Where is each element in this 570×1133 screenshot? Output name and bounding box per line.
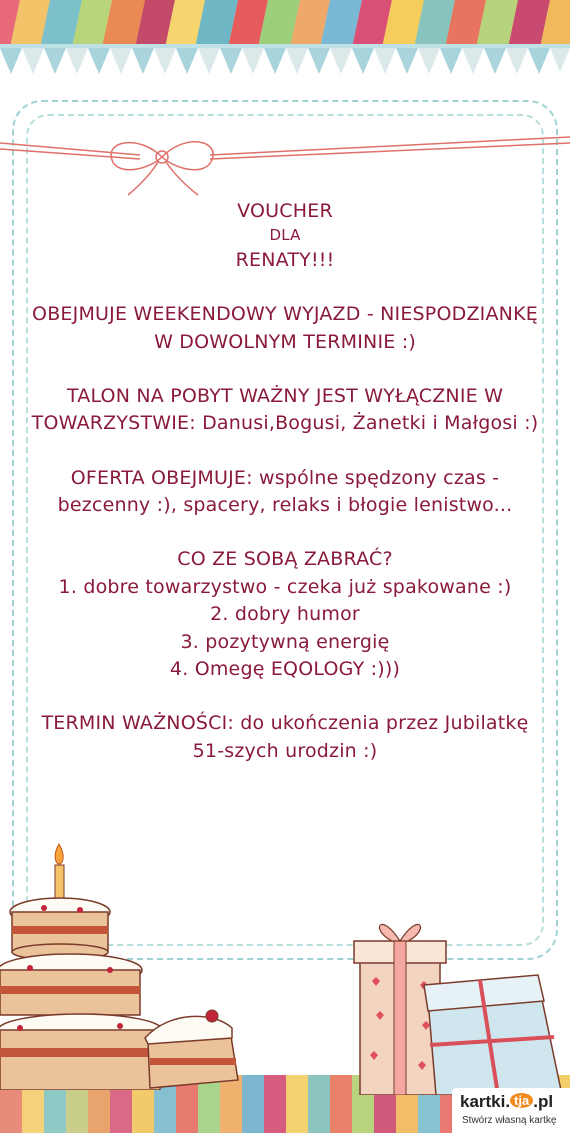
brand-name-mid: tja (510, 1093, 533, 1108)
gift-boxes-illustration (340, 905, 570, 1095)
brand-name: kartki. tja .pl (460, 1092, 554, 1111)
voucher-offer-line-1: OBEJMUJE WEEKENDOWY WYJAZD - NIESPODZIANKĘ (32, 303, 538, 326)
voucher-bring-item-1: 1. dobre towarzystwo - czeka już spakowane :) (58, 575, 512, 598)
voucher-for-label: DLA (269, 226, 301, 245)
voucher-includes-line-1: OFERTA OBEJMUJE: wspólne spędzony czas - (70, 466, 500, 489)
voucher-validity-line-1: TERMIN WAŻNOŚCI: do ukończenia przez Jubilatkę (41, 712, 529, 735)
voucher-validity-line-2: 51-szych urodzin :) (192, 739, 378, 762)
birthday-cake-illustration (0, 830, 250, 1090)
voucher-company-line-1: TALON NA POBYT WAŻNY JEST WYŁĄCZNIE W (66, 385, 504, 408)
ribbon-bow-decoration (0, 125, 570, 200)
voucher-bring-item-2: 2. dobry humor (210, 603, 360, 626)
kartki-brand-logo[interactable] (452, 1088, 570, 1133)
voucher-offer-line-2: W DOWOLNYM TERMINIE :) (154, 330, 416, 353)
voucher-text (30, 198, 540, 765)
voucher-includes-line-2: bezcenny :), spacery, relaks i błogie lenistwo... (57, 494, 513, 517)
voucher-bring-item-4: 4. Omegę EQOLOGY :))) (169, 657, 401, 680)
voucher-bring-heading: CO ZE SOBĄ ZABRAĆ? (177, 548, 393, 571)
voucher-company-line-2: TOWARZYSTWIE: Danusi,Bogusi, Żanetki i Małgosi :) (31, 412, 539, 435)
bunting-decoration (0, 44, 570, 86)
brand-tagline: Stwórz własną kartkę (462, 1115, 557, 1126)
voucher-bring-item-3: 3. pozytywną energię (180, 630, 390, 653)
decorative-stripes-top (0, 0, 570, 48)
voucher-recipient: RENATY!!! (235, 248, 335, 271)
voucher-title: VOUCHER (237, 200, 333, 222)
